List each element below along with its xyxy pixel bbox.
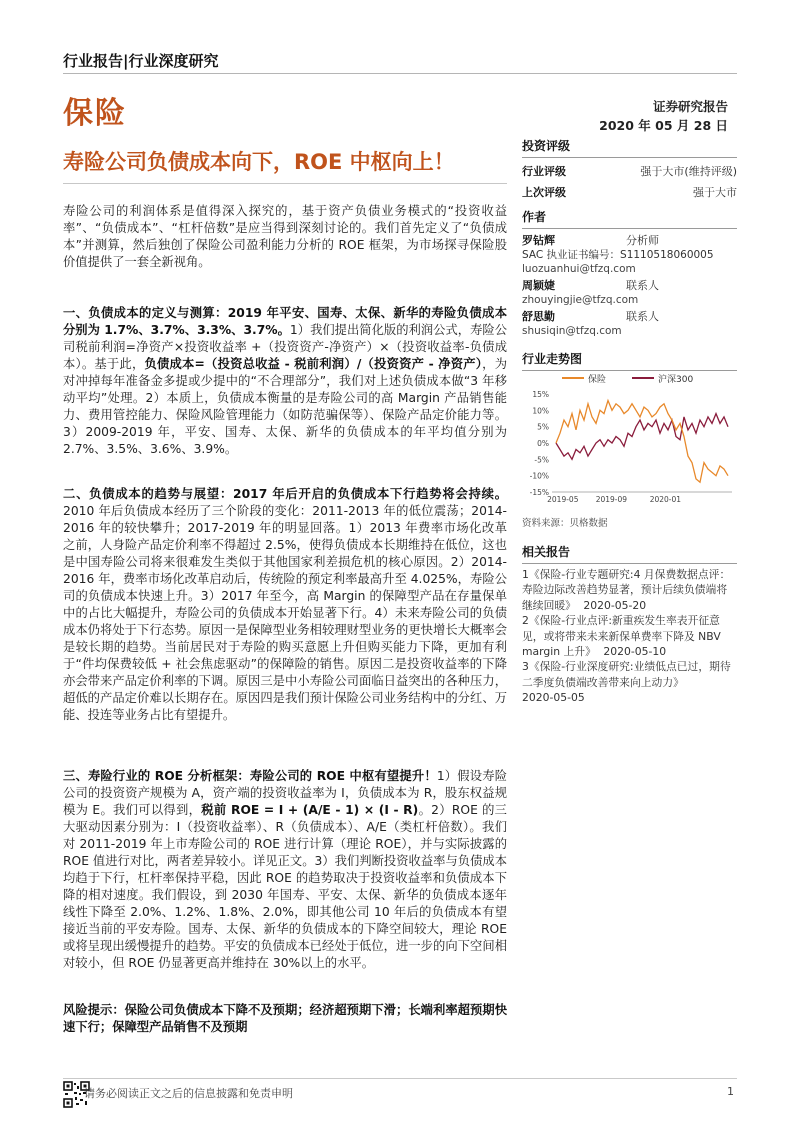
author-role: 联系人 — [626, 279, 659, 292]
section-1-paragraph — [63, 305, 507, 458]
rating-row-previous — [522, 184, 737, 200]
x-tick-label: 2019-09 — [595, 495, 628, 504]
section-3-text-b: 。2）ROE 的三大驱动因素分别为：I（投资收益率）、R（负债成本）、A/E（类杠杆倍数）。我们对 2011-2019 年上市寿险公司的 ROE 进行计算（理论 ROE），并与实际披露的 ROE 值进行对比，两者差异较小。详见正文。3）我们判断投资收益率与负债成本均趋于下行，杠杆率保持平稳，因此 ROE 的趋势取决于投资收益率和负债成本下降的相对速度。我们假设，到 2030 年国寿、平安、太保、新华的负债成本逐年线性下降至 2.0%、1.2%、1.8%、2.0%，即其他公司 10 年后的负债成本有望接近当前的平安寿险。国寿、太保、新华的负债成本的下降空间较大，理论 ROE 或将呈现出缓慢提升的趋势。平安的负债成本已经处于低位，进一步的向下空间相对较小，但 ROE 仍显著更高并维持在 30%以上的水平。 — [63, 803, 507, 970]
author-name: 罗钻辉 — [522, 234, 555, 247]
y-tick-label: -10% — [529, 471, 549, 481]
author-role: 联系人 — [626, 310, 659, 323]
section-2-heading: 二、负债成本的趋势与展望：2017 年后开启的负债成本下行趋势将会持续。 — [63, 487, 507, 501]
title-divider — [63, 183, 507, 184]
author-cert: SAC 执业证书编号：S1110518060005 — [522, 249, 714, 261]
author-email[interactable]: shusiqin@tfzq.com — [522, 325, 622, 337]
related-report-title: 3《保险-行业深度研究:业绩低点已过，期待二季度负债端改善带来向上动力》 — [522, 660, 731, 689]
authors-block — [522, 208, 737, 338]
series-line-insurance — [556, 401, 728, 483]
author-name: 周颖婕 — [522, 279, 555, 292]
author-email[interactable]: zhouyingjie@tfzq.com — [522, 294, 639, 306]
related-report-title: 2《保险-行业点评:新重疾发生率表开征意见，或将带来未来新保单费率下降及 NBV margin 上升》 — [522, 614, 721, 659]
series-line-csi300 — [556, 414, 728, 460]
related-heading: 相关报告 — [522, 545, 571, 559]
related-report-date: 2020-05-20 — [583, 598, 647, 612]
section-3-formula: 税前 ROE = I + (A/E - 1) × (I - R) — [201, 803, 419, 817]
intro-paragraph: 寿险公司的利润体系是值得深入探究的，基于资产负债业务模式的“投资收益率”、“负债成本”、“杠杆倍数”是应当得到深刻讨论的。我们首先定义了“负债成本”并测算，然后独创了保险公司盈利能力分析的 ROE 框架，为市场探寻保险股价值提供了一套全新视角。 — [63, 204, 507, 269]
chart-legend — [562, 373, 693, 385]
author-name: 舒思勤 — [522, 310, 555, 323]
y-tick-label: -15% — [529, 488, 549, 497]
rating-value: 强于大市 — [693, 186, 737, 199]
section-1-text-a: 1）我们提出简化版的利润公式，寿险公司税前利润=净资产×投资收益率 +（投资资产-净资产）×（投资收益率-负债成本）。基于此， — [63, 323, 507, 371]
related-report-title: 1《保险-行业专题研究:4 月保费数据点评：寿险边际改善趋势显著，预计后续负债端将继续回暖》 — [522, 568, 731, 612]
report-type: 行业报告|行业深度研究 — [63, 52, 219, 70]
section-2-text: 2010 年后负债成本经历了三个阶段的变化：2011-2013 年的低位震荡；2014-2016 年的较快攀升；2017-2019 年的明显回落。1）2013 年费率市场化改革之前，人身险产品定价利率不得超过 2.5%，使得负债成本长期维持在低位，这也是中国寿险公司将来很难发生类似于其他国家利差损危机的核心原因。2）2014-2016 年，费率市场化改革启动后，传统险的预定利率最高升至 4.025%，寿险公司的负债成本快速上升。3）2017 年至今，高 Margin 的保障型产品在存量保单中的占比大幅提升，寿险公司的负债成本开始显著下行。4）未来寿险公司的负债成本仍将处于下行态势。原因一是保障型业务相较理财型业务的更快增长大概率会是较长期的趋势。当前居民对于寿险的购买意愿上升但购买能力下降，更加有利于“件均保费较低 + 社会焦虑驱动”的保障险的销售。原因二是投资收益率的下降亦会带来产品定价利率的下调。原因三是中小寿险公司面临日益突出的各种压力，超低的产品定价难以长期存在。原因四是我们预计保险公司业务结构中的分红、万能、投连等业务占比有望提升。 — [63, 504, 507, 722]
x-tick-label: 2020-01 — [649, 495, 682, 504]
author-email[interactable]: luozuanhui@tfzq.com — [522, 263, 636, 275]
author-role: 分析师 — [626, 234, 659, 247]
related-divider — [522, 563, 737, 564]
rating-heading: 投资评级 — [522, 139, 571, 153]
footer-disclaimer: 请务必阅读正文之后的信息披露和免责申明 — [84, 1087, 293, 1100]
section-2-paragraph — [63, 486, 507, 724]
report-label: 证券研究报告 — [652, 99, 728, 114]
y-tick-label: -5% — [534, 455, 549, 465]
rating-row-industry — [522, 163, 737, 179]
rating-label: 行业评级 — [522, 165, 566, 178]
related-report-date: 2020-05-05 — [522, 691, 585, 705]
authors-heading: 作者 — [522, 210, 547, 224]
authors-divider — [522, 228, 737, 229]
footer-divider — [63, 1078, 737, 1079]
author-entry — [522, 234, 737, 276]
report-date: 2020 年 05 月 28 日 — [599, 118, 728, 133]
chart-source: 资料来源：贝格数据 — [522, 518, 608, 529]
author-entry — [522, 310, 737, 338]
related-report-item[interactable] — [522, 567, 737, 613]
legend-label-insurance: 保险 — [588, 375, 607, 385]
y-tick-label: 0% — [537, 439, 549, 448]
section-1-formula: 负债成本=（投资总收益 - 税前利润）/（投资资产 - 净资产） — [144, 357, 483, 371]
section-3-text-a: 1）假设寿险公司的投资资产规模为 A，资产端的投资收益率为 I，负债成本为 R，股东权益规模为 E。我们可以得到， — [63, 769, 507, 817]
trend-chart — [522, 366, 737, 506]
related-report-item[interactable] — [522, 613, 737, 659]
section-1-heading: 一、负债成本的定义与测算：2019 年平安、国寿、太保、新华的寿险负债成本分别为 1.7%、3.7%、3.3%、3.7%。 — [63, 306, 507, 337]
related-block — [522, 543, 737, 706]
author-entry — [522, 279, 737, 307]
header-divider — [63, 73, 737, 74]
x-tick-label: 2019-05 — [547, 495, 579, 504]
sector-title: 保险 — [63, 96, 127, 131]
rating-value: 强于大市(维持评级) — [640, 165, 737, 178]
section-3-paragraph — [63, 768, 507, 972]
trend-heading: 行业走势图 — [522, 352, 583, 366]
rating-label: 上次评级 — [522, 186, 566, 199]
rating-block — [522, 137, 737, 200]
page-number: 1 — [727, 1085, 734, 1098]
y-tick-label: 10% — [532, 406, 549, 416]
section-1-text-b: ，为对冲掉每年准备金多提或少提中的“不合理部分”，我们对上述负债成本做“3 年移动平均”处理。2）本质上，负债成本衡量的是寿险公司的高 Margin 产品销售能力、费用管控能力、保险风险管理能力（如防范骗保等）、保险产品定价能力等。3）2009-2019 年，平安、国寿、太保、新华的负债成本的年平均值分别为 2.7%、3.5%、3.6%、3.9%。 — [63, 357, 507, 456]
rating-divider — [522, 157, 737, 158]
y-tick-label: 15% — [532, 390, 549, 399]
legend-label-csi300: 沪深300 — [658, 375, 694, 385]
risk-warning: 风险提示：保险公司负债成本下降不及预期；经济超预期下滑；长端利率超预期快速下行；保障型产品销售不及预期 — [63, 1003, 507, 1034]
related-report-date: 2020-05-10 — [603, 645, 667, 659]
section-3-heading: 三、寿险行业的 ROE 分析框架：寿险公司的 ROE 中枢有望提升！ — [63, 769, 437, 783]
trend-chart-svg — [522, 366, 737, 506]
page-title: 寿险公司负债成本向下，ROE 中枢向上！ — [63, 150, 455, 174]
y-tick-label: 5% — [537, 422, 549, 432]
related-report-item[interactable] — [522, 659, 737, 705]
